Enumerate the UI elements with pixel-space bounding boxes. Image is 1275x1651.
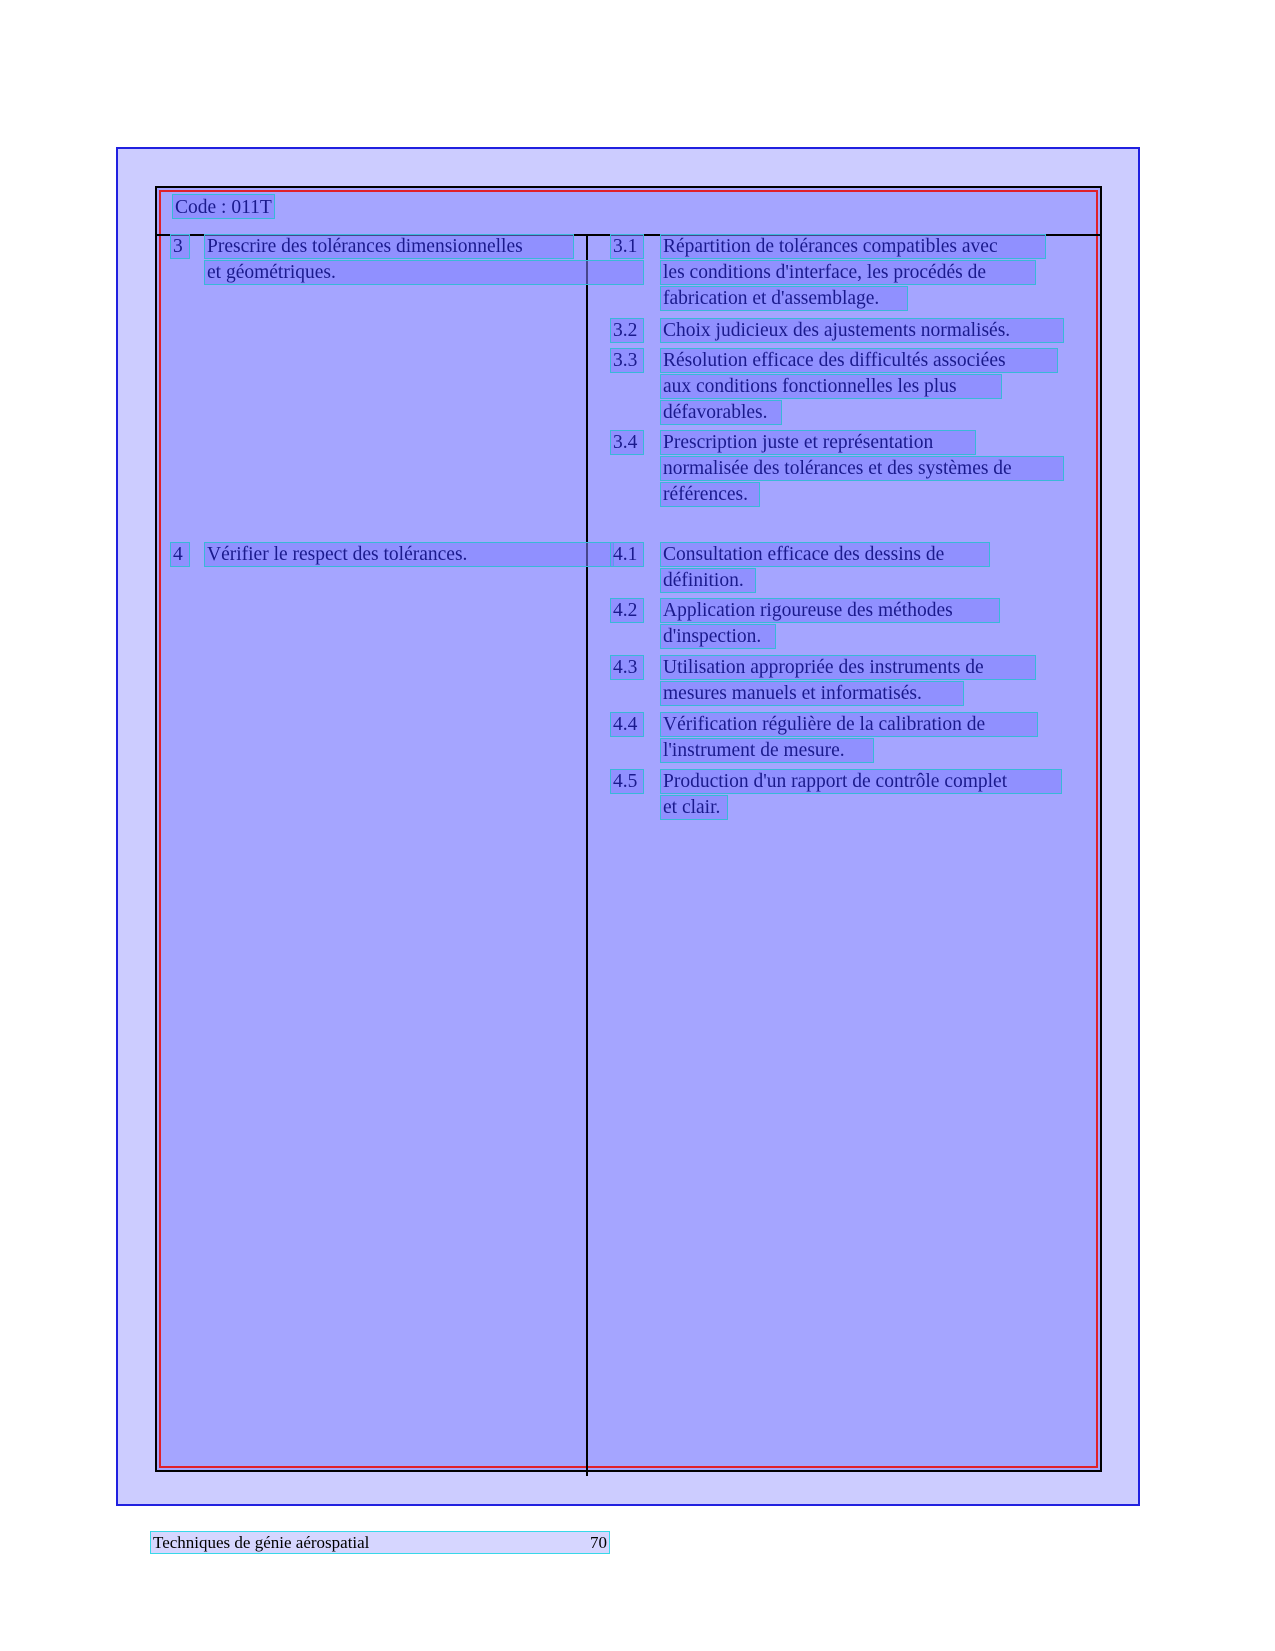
criterion-number: 4.2 [610, 598, 644, 623]
criterion-number: 3.3 [610, 348, 644, 373]
criterion-text-line: Répartition de tolérances compatibles avec [660, 234, 1046, 259]
criterion-number: 4.1 [610, 542, 644, 567]
element-text-line: Vérifier le respect des tolérances. [204, 542, 614, 567]
criterion-number: 3.4 [610, 430, 644, 455]
criterion-text-line: d'inspection. [660, 624, 776, 649]
element-number: 3 [170, 234, 190, 259]
criterion-text-line: Application rigoureuse des méthodes [660, 598, 1000, 623]
criterion-text-line: Vérification régulière de la calibration de [660, 712, 1038, 737]
footer-title: Techniques de génie aérospatial [153, 1533, 370, 1552]
page-footer [150, 1531, 610, 1554]
criterion-text-line: Prescription juste et représentation [660, 430, 976, 455]
criterion-text-line: Utilisation appropriée des instruments de [660, 655, 1036, 680]
criterion-text-line: normalisée des tolérances et des systèmes de [660, 456, 1064, 481]
criterion-text-line: Choix judicieux des ajustements normalisés. [660, 318, 1064, 343]
criterion-text-line: fabrication et d'assemblage. [660, 286, 908, 311]
criterion-number: 3.2 [610, 318, 644, 343]
criterion-number: 4.3 [610, 655, 644, 680]
element-text-line: et géométriques. [204, 260, 644, 285]
criterion-text-line: les conditions d'interface, les procédés de [660, 260, 1036, 285]
criterion-text-line: Résolution efficace des difficultés associées [660, 348, 1058, 373]
criterion-number: 4.5 [610, 769, 644, 794]
column-divider [586, 236, 588, 1476]
criterion-text-line: aux conditions fonctionnelles les plus [660, 374, 1002, 399]
element-text-line: Prescrire des tolérances dimensionnelles [204, 234, 574, 259]
criterion-number: 3.1 [610, 234, 644, 259]
criterion-text-line: et clair. [660, 795, 728, 820]
criterion-text-line: Consultation efficace des dessins de [660, 542, 990, 567]
page-number: 70 [590, 1533, 607, 1552]
element-number: 4 [170, 542, 190, 567]
criterion-text-line: références. [660, 482, 760, 507]
criterion-number: 4.4 [610, 712, 644, 737]
criterion-text-line: définition. [660, 568, 756, 593]
criterion-text-line: mesures manuels et informatisés. [660, 681, 964, 706]
criterion-text-line: Production d'un rapport de contrôle complet [660, 769, 1062, 794]
criterion-text-line: l'instrument de mesure. [660, 738, 874, 763]
code-label: Code : 011T [172, 194, 275, 219]
criterion-text-line: défavorables. [660, 400, 782, 425]
